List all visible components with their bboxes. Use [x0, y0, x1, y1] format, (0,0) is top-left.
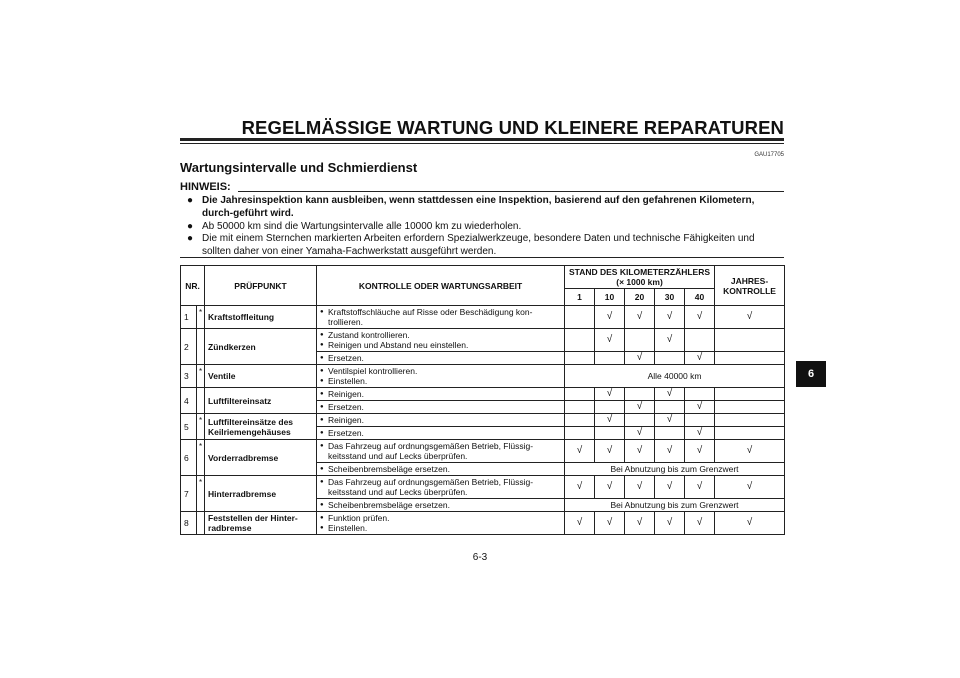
- row-item: Ventile: [205, 365, 317, 388]
- asterisk: *: [197, 414, 205, 440]
- check-mark: [625, 388, 655, 401]
- row-task: ● Das Fahrzeug auf ordnungsgemäßen Betrieb, Flüssig-keitsstand und auf Lecks überprüfen.: [317, 476, 565, 499]
- check-mark: [565, 414, 595, 427]
- row-item: Hinterradbremse: [205, 476, 317, 512]
- header-task: KONTROLLE ODER WARTUNGSARBEIT: [317, 266, 565, 306]
- table-row: [181, 512, 785, 535]
- row-item: Luftfiltereinsatz: [205, 388, 317, 414]
- row-task: ● Ersetzen.: [317, 427, 565, 440]
- check-mark: √: [625, 440, 655, 463]
- check-mark: √: [715, 512, 785, 535]
- row-number: 2: [181, 329, 197, 365]
- row-task: ● Ersetzen.: [317, 352, 565, 365]
- check-mark: √: [595, 329, 625, 352]
- check-mark: √: [685, 306, 715, 329]
- row-item: Luftfiltereinsätze des Keilriemengehäuses: [205, 414, 317, 440]
- table-row: [181, 476, 785, 499]
- section-title: Wartungsintervalle und Schmierdienst: [180, 160, 418, 175]
- row-task: ● Reinigen.: [317, 388, 565, 401]
- interval-note: Bei Abnutzung bis zum Grenzwert: [565, 463, 785, 476]
- header-km: 20: [625, 289, 655, 306]
- check-mark: [565, 306, 595, 329]
- check-mark: [715, 329, 785, 352]
- check-mark: [715, 414, 785, 427]
- check-mark: √: [655, 414, 685, 427]
- check-mark: √: [685, 476, 715, 499]
- header-rule-thin: [180, 143, 784, 144]
- check-mark: √: [685, 427, 715, 440]
- row-number: 1: [181, 306, 197, 329]
- row-task: ● Ventilspiel kontrollieren. ● Einstellen.: [317, 365, 565, 388]
- check-mark: [715, 427, 785, 440]
- check-mark: [685, 414, 715, 427]
- interval-note: Bei Abnutzung bis zum Grenzwert: [565, 499, 785, 512]
- check-mark: √: [655, 388, 685, 401]
- check-mark: √: [655, 512, 685, 535]
- asterisk: *: [197, 365, 205, 388]
- row-task: ● Scheibenbremsbeläge ersetzen.: [317, 463, 565, 476]
- maintenance-table: [180, 265, 785, 535]
- asterisk: *: [197, 306, 205, 329]
- note-text: Die Jahresinspektion kann ausbleiben, wenn stattdessen eine Inspektion, basierend auf den gefahrenen Kilometern, durch-geführt wird.: [202, 195, 755, 219]
- table-header-row: [181, 266, 785, 289]
- check-mark: √: [655, 476, 685, 499]
- row-item: Kraftstoffleitung: [205, 306, 317, 329]
- row-item: Feststellen der Hinter-radbremse: [205, 512, 317, 535]
- check-mark: √: [565, 440, 595, 463]
- check-mark: √: [715, 476, 785, 499]
- hinweis-label: HINWEIS:: [180, 181, 231, 193]
- check-mark: [595, 427, 625, 440]
- header-odometer: STAND DES KILOMETERZÄHLERS (× 1000 km): [565, 266, 715, 289]
- chapter-title: REGELMÄSSIGE WARTUNG UND KLEINERE REPARATUREN: [241, 117, 784, 138]
- check-mark: √: [595, 388, 625, 401]
- check-mark: √: [655, 329, 685, 352]
- header-km: 1: [565, 289, 595, 306]
- hinweis-rule: [238, 191, 784, 192]
- table-row: [181, 414, 785, 427]
- header-annual: JAHRES-KONTROLLE: [715, 266, 785, 306]
- check-mark: [595, 352, 625, 365]
- row-number: 7: [181, 476, 197, 512]
- bullet-icon: ●: [187, 233, 194, 244]
- check-mark: √: [625, 427, 655, 440]
- header-rule: [180, 138, 784, 141]
- asterisk: [197, 512, 205, 535]
- chapter-tab: 6: [796, 361, 826, 387]
- interval-note: Alle 40000 km: [565, 365, 785, 388]
- header-item: PRÜFPUNKT: [205, 266, 317, 306]
- row-task: ● Das Fahrzeug auf ordnungsgemäßen Betrieb, Flüssig-keitsstand und auf Lecks überprüfen.: [317, 440, 565, 463]
- row-number: 4: [181, 388, 197, 414]
- check-mark: √: [595, 440, 625, 463]
- table-row: [181, 388, 785, 401]
- check-mark: √: [565, 512, 595, 535]
- check-mark: √: [685, 352, 715, 365]
- row-item: Zündkerzen: [205, 329, 317, 365]
- row-task: ● Scheibenbremsbeläge ersetzen.: [317, 499, 565, 512]
- row-number: 5: [181, 414, 197, 440]
- check-mark: [625, 329, 655, 352]
- check-mark: [565, 352, 595, 365]
- row-task: ● Reinigen.: [317, 414, 565, 427]
- header-km: 30: [655, 289, 685, 306]
- check-mark: √: [715, 306, 785, 329]
- asterisk: [197, 329, 205, 365]
- check-mark: [715, 352, 785, 365]
- check-mark: √: [625, 401, 655, 414]
- check-mark: √: [655, 306, 685, 329]
- check-mark: [715, 388, 785, 401]
- table-row: [181, 365, 785, 388]
- page-number: 6-3: [472, 552, 488, 563]
- check-mark: √: [625, 476, 655, 499]
- row-item: Vorderradbremse: [205, 440, 317, 476]
- check-mark: √: [625, 352, 655, 365]
- note-text: Ab 50000 km sind die Wartungsintervalle alle 10000 km zu wiederholen.: [202, 221, 522, 232]
- bullet-icon: ●: [187, 221, 194, 232]
- note-text: Die mit einem Sternchen markierten Arbeiten erfordern Spezialwerkzeuge, besondere Daten und technische Fähigkeiten und sollten daher von einer Yamaha-Fachwerkstatt ausgeführt werden.: [202, 233, 755, 257]
- check-mark: √: [625, 512, 655, 535]
- check-mark: √: [655, 440, 685, 463]
- check-mark: [565, 427, 595, 440]
- row-task: ● Funktion prüfen. ● Einstellen.: [317, 512, 565, 535]
- check-mark: √: [595, 512, 625, 535]
- asterisk: [197, 388, 205, 414]
- header-nr: NR.: [181, 266, 205, 306]
- asterisk: *: [197, 476, 205, 512]
- notes-rule: [180, 257, 784, 258]
- bullet-icon: ●: [187, 195, 194, 206]
- check-mark: √: [625, 306, 655, 329]
- note-1: [187, 194, 784, 220]
- table-row: [181, 329, 785, 352]
- header-km: 40: [685, 289, 715, 306]
- row-task: ● Kraftstoffschläuche auf Risse oder Beschädigung kon-trollieren.: [317, 306, 565, 329]
- check-mark: √: [685, 440, 715, 463]
- asterisk: *: [197, 440, 205, 476]
- row-number: 3: [181, 365, 197, 388]
- note-3: [187, 232, 784, 258]
- check-mark: [685, 329, 715, 352]
- check-mark: √: [595, 476, 625, 499]
- table-row: [181, 440, 785, 463]
- row-number: 6: [181, 440, 197, 476]
- check-mark: [565, 388, 595, 401]
- check-mark: [625, 414, 655, 427]
- reference-code: GAU17705: [754, 152, 784, 158]
- check-mark: √: [685, 401, 715, 414]
- check-mark: [685, 388, 715, 401]
- check-mark: [655, 401, 685, 414]
- check-mark: [715, 401, 785, 414]
- check-mark: √: [595, 306, 625, 329]
- check-mark: [565, 401, 595, 414]
- check-mark: [655, 427, 685, 440]
- row-task: ● Zustand kontrollieren. ● Reinigen und Abstand neu einstellen.: [317, 329, 565, 352]
- table-row: [181, 306, 785, 329]
- check-mark: [565, 329, 595, 352]
- check-mark: √: [565, 476, 595, 499]
- check-mark: √: [715, 440, 785, 463]
- check-mark: √: [595, 414, 625, 427]
- row-number: 8: [181, 512, 197, 535]
- check-mark: [655, 352, 685, 365]
- header-km: 10: [595, 289, 625, 306]
- check-mark: [595, 401, 625, 414]
- row-task: ● Ersetzen.: [317, 401, 565, 414]
- check-mark: √: [685, 512, 715, 535]
